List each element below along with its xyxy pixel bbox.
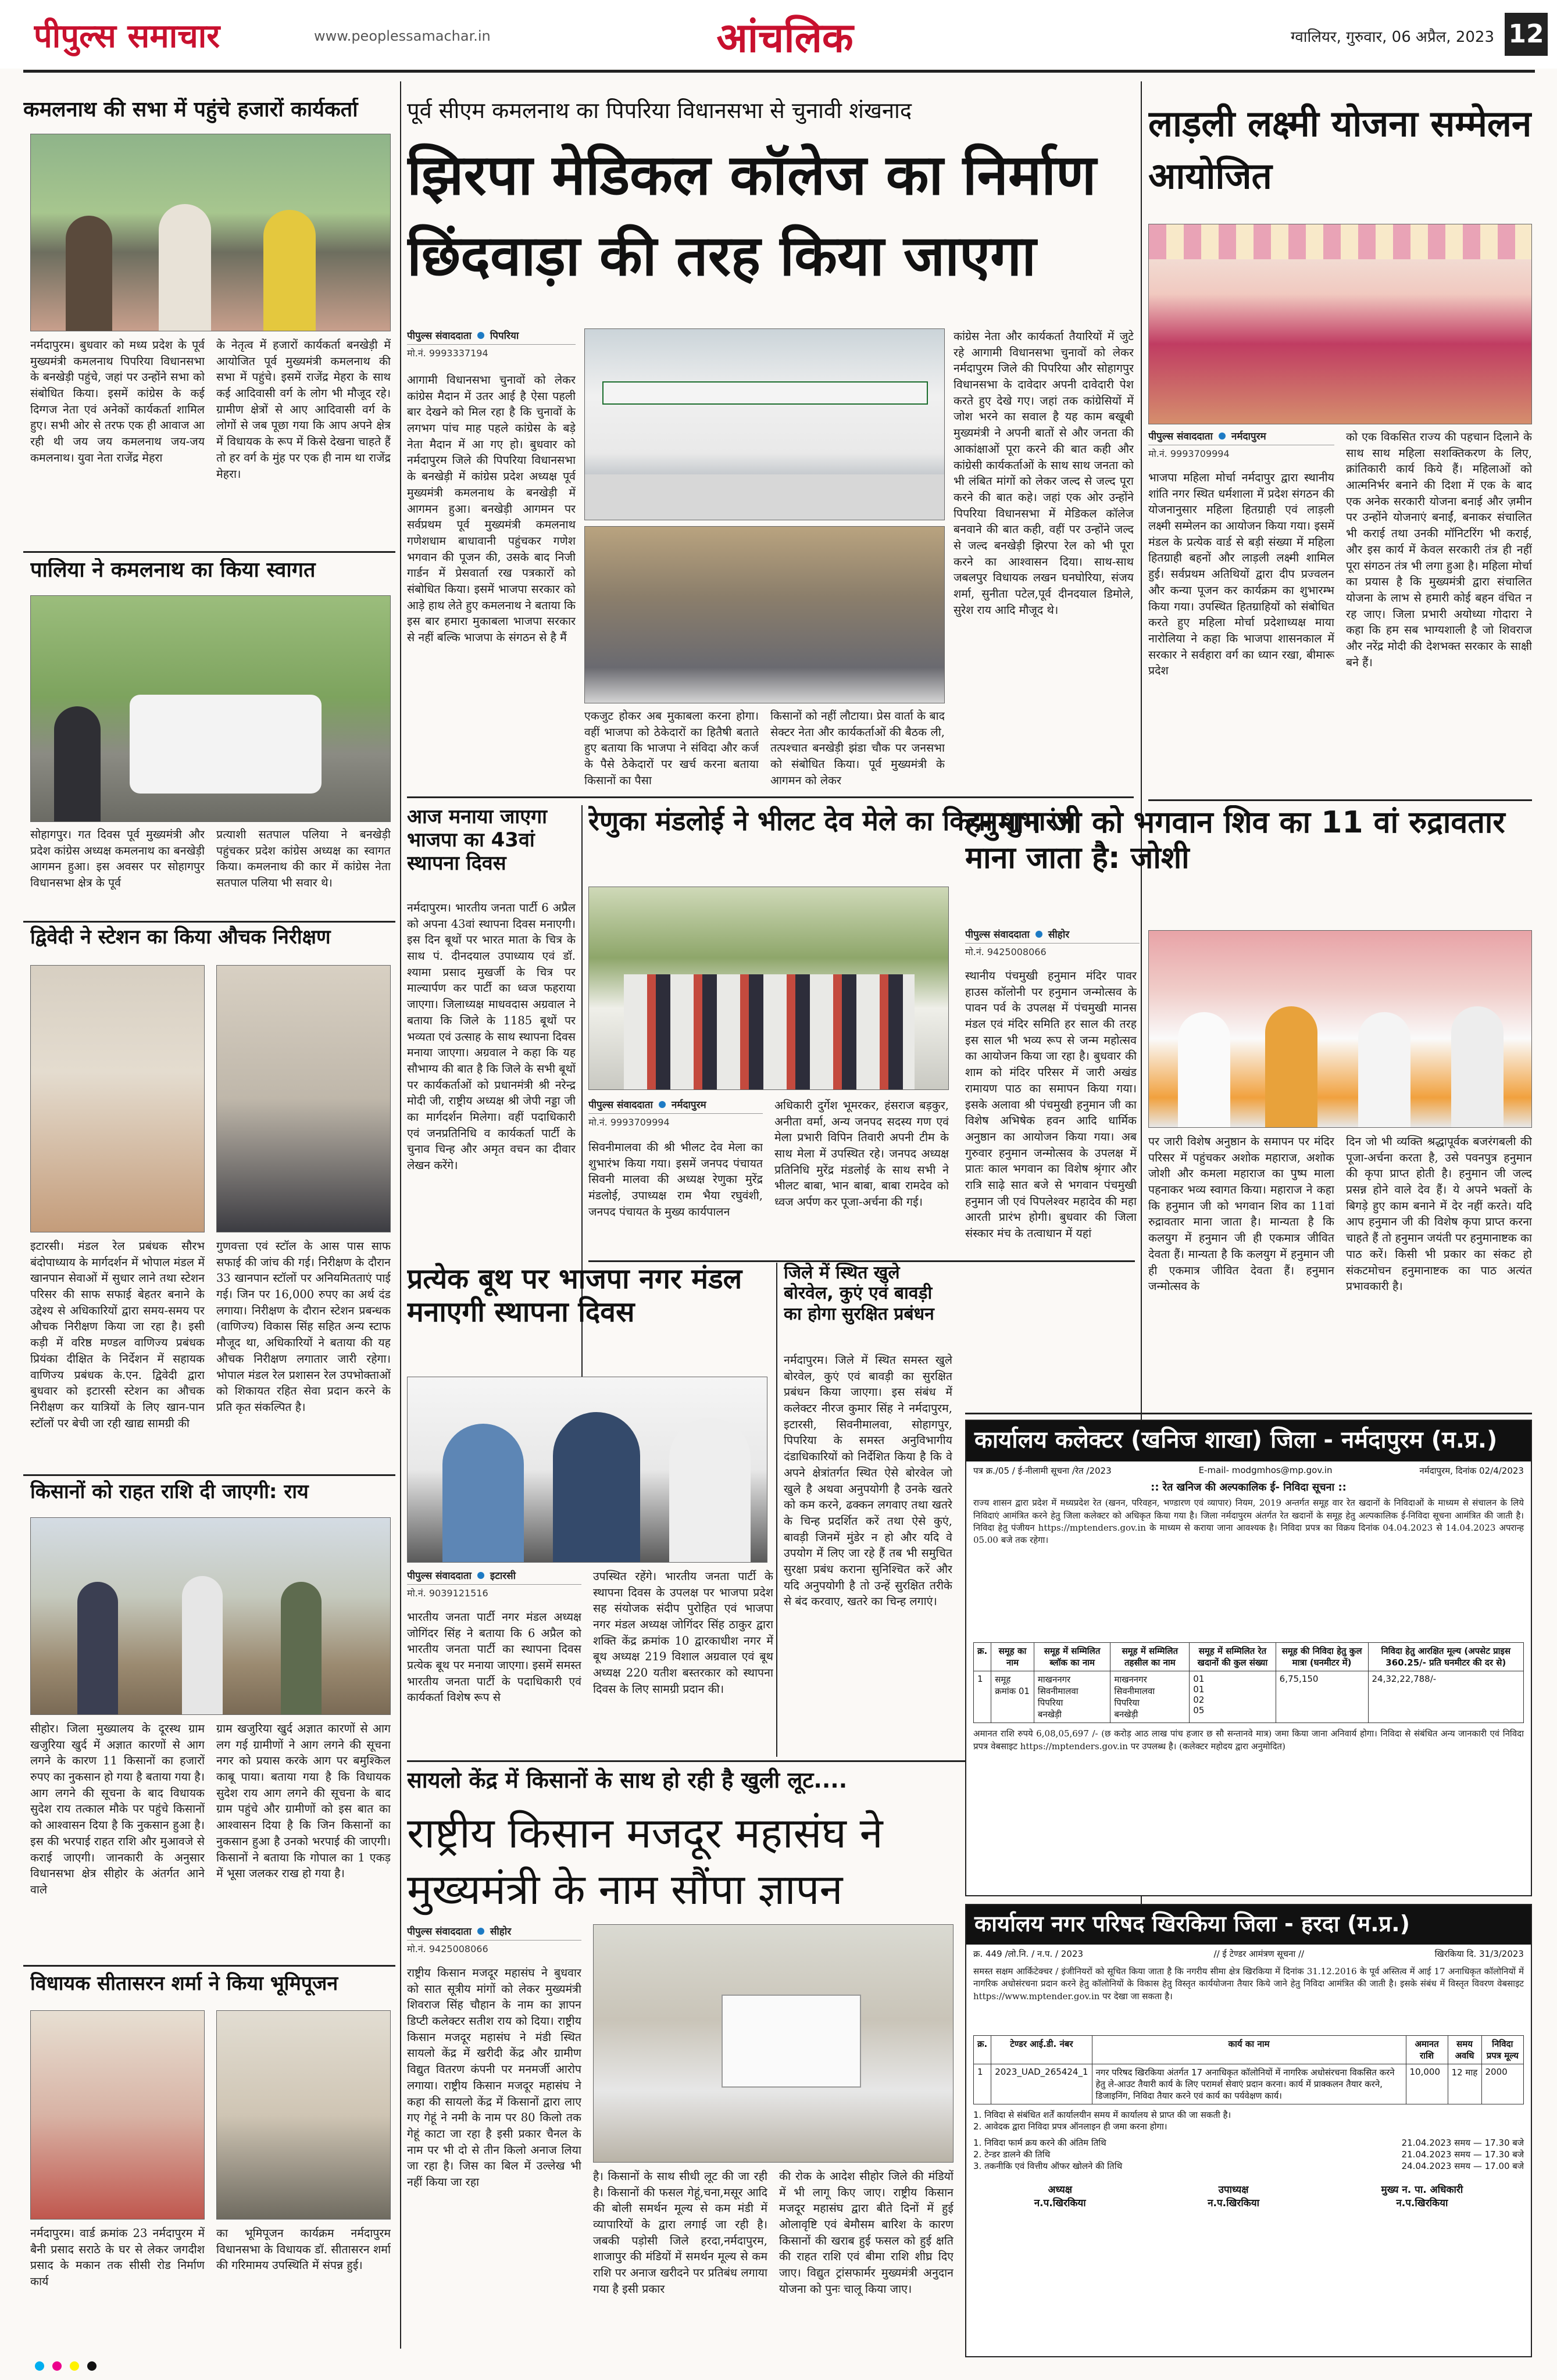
col4: कांग्रेस नेता और कार्यकर्ता तैयारियों में जुटे रहे आगामी विधानसभा चुनावों को लेकर नर्मदापुरम जिले की पिपरिया और सोहागपुर विधानसभा के दावेदार अपनी दावेदारी पेश करते हुए देखे गए। जहां तक कांग्रेसियों में जोश भरने का सवाल है यह काम बखूबी मुख्यमंत्री ने अपनी बातों से और जनता की आकांक्षाओं पूरा करने की बात कही और कांग्रेसी कार्यकर्ताओं के साथ साथ जनता को भी लंबित मांगों को लेकर जल्द से जल्द पूरा करने की बात कहे। जहां एक ओर उन्होंने पिपरिया विधानसभा में मेडिकल कॉलेज बनवाने की बात कही, वहीं पर उन्होंने जल्द से जल्द बनखेड़ी झिरपा रेल को भी पूरा करने का आश्वासन दिया। साथ-साथ जबलपुर विधायक लखन घनघोरिया, संजय शर्मा, सुनीता पटेल,पूर्व दीनदयाल डिमोले, सुरेश राय आदि मौजूद थे।: [954, 330, 1134, 617]
kicker: सायलो केंद्र में किसानों के साथ हो रही है खुली लूट....: [407, 1767, 848, 1793]
byline: पीपुल्स संवाददाता नर्मदापुरम: [588, 1099, 706, 1111]
photo-memorandum: [593, 1924, 954, 2163]
page-number: 12: [1505, 13, 1548, 56]
ref: क्र. 449 /लो.नि. / न.प. / 2023: [973, 1949, 1084, 1959]
mobile: मो.नं. 9993337194: [407, 344, 576, 359]
photo-press: [584, 328, 945, 520]
title: कार्यालय कलेक्टर (खनिज शाखा) जिला - नर्मदापुरम (म.प्र.): [966, 1421, 1531, 1461]
col1: सीहोर। जिला मुख्यालय के दूरस्थ ग्राम खजुरिया खुर्द में अज्ञात कारणों से आग लगने के कारण 11 किसानों का हजारों रुपए का नुकसान हो गया है बताया गया है। आग लगने की सूचना के बाद विधायक सुदेश राय तत्काल मौके पर पहुंचे किसानों को आश्वासन दिया है कि नुकसान हुआ है। इस की भरपाई राहत राशि और मुआवजे से कराई जाएगी। जानकारी के अनुसार विधानसभा क्षेत्र सीहोर के अंतर्गत आने वाले: [30, 1722, 205, 1896]
headline: जिले में स्थित खुले बोरवेल, कुएं एवं बावड़ी का होगा सुरक्षित प्रबंधन: [784, 1263, 934, 1324]
photo-temple: [1148, 930, 1532, 1128]
headline: राष्ट्रीय किसान मजदूर महासंघ ने मुख्यमंत्री के नाम सौंपा ज्ञापन: [407, 1809, 883, 1914]
photo-booth: [407, 1377, 767, 1563]
headline: कमलनाथ की सभा में पहुंचे हजारों कार्यकर्ता: [23, 98, 358, 121]
byline: पीपुल्स संवाददाता इटारसी: [407, 1570, 516, 1582]
bullet-icon: [477, 1928, 484, 1935]
photo-rally: [30, 134, 391, 331]
dateline: ग्वालियर, गुरुवार, 06 अप्रैल, 2023: [1291, 28, 1494, 46]
ref: पत्र क्र./05 / ई-नीलामी सूचना /रेत /2023: [973, 1466, 1112, 1476]
photo-sammelan: [1148, 224, 1532, 424]
col1: नर्मदापुरम। बुधवार को मध्य प्रदेश के पूर्व मुख्यमंत्री कमलनाथ पिपरिया विधानसभा के बनखेड़ी पहुंचे, जहां पर उन्होंने सभा को संबोधित किया। इसमें कांग्रेस के कई दिग्गज नेता एवं अनेकों कार्यकर्ता शामिल हुए। सभी ओर से तरफ एक ही आवाज आ रही थी जय जय कमलनाथ जय-जय कमलनाथ। युवा नेता राजेंद्र मेहरा: [30, 338, 205, 464]
tender-table: क्र. टेण्डर आई.डी. नंबर कार्य का नाम अमानत राशि समय अवधि निविदा प्रपत्र मूल्य 1 2023_UAD_265424_1 नगर परिषद खिरकिया अंतर्गत 17 अनाधिकृत कॉलोनियों में नागरिक अधोसंरचना विकसित करने हेतु ले-आउट तैयारी कार्य के लिए परामर्श सेवाएं प्रदान करना। कार्य में प्राक्कलन तैयार करने, डिजाइनिंग, निविदा तैयार करने एवं कार्य का पर्यवेक्षण कार्य। 10,000 12 माह 2000: [973, 2035, 1524, 2104]
headline: लाड़ली लक्ष्मी योजना सम्मेलन आयोजित: [1148, 102, 1532, 197]
signatory: मुख्य न. पा. अधिकारी न.प.खिरकिया: [1381, 2184, 1463, 2209]
footer: अमानत राशि रुपये 6,08,05,697 /- (छ करोड़ आठ लाख पांच हजार छ सौ सन्तानवे मात्र) जमा किया जाना अनिवार्य होगा। निविदा से संबंधित अन्य जानकारी एवं निविदा प्रपत्र वेबसाइट https://mptenders.gov.in पर उपलब्ध है। (कलेक्टर महोदय द्वारा अनुमोदित): [973, 1728, 1524, 1752]
col2: एकजुट होकर अब मुकाबला करना होगा। वहीं भाजपा को ठेकेदारों का हितैषी बताते हुए बताया कि भाजपा ने संविदा और कर्ज के पैसे ठेकेदारों पर खर्च करना बताया किसानों का पैसा: [584, 709, 759, 787]
byline: पीपुल्स संवाददाता सीहोर: [407, 1926, 512, 1938]
headline: प्रत्येक बूथ पर भाजपा नगर मंडल मनाएगी स्थापना दिवस: [407, 1263, 742, 1328]
headline: झिरपा मेडिकल कॉलेज का निर्माण छिंदवाड़ा की तरह किया जाएगा: [407, 142, 1097, 289]
col1: सिवनीमालवा की श्री भीलट देव मेला का शुभारंभ किया गया। इसमें जनपद पंचायत सिवनी मालवा की अध्यक्ष रेणुका मुरेंद्र मंडलोई, उपाध्यक्ष राम भैया रघुवंशी, जनपद पंचायत के मुख्य कार्यपालन: [588, 1141, 763, 1218]
headline: रेणुका मंडलोई ने भीलट देव मेले का किया शुभारंभ: [588, 805, 1076, 837]
photo-station-1: [30, 965, 205, 1232]
signatory: उपाध्यक्ष न.प.खिरकिया: [1208, 2184, 1260, 2209]
headline: विधायक सीतासरन शर्मा ने किया भूमिपूजन: [30, 1972, 338, 1995]
title: कार्यालय नगर परिषद खिरकिया जिला - हरदा (म.प्र.): [966, 1905, 1531, 1945]
website[interactable]: www.peoplessamachar.in: [314, 28, 491, 44]
col1: आगामी विधानसभा चुनावों को लेकर कांग्रेस मैदान में उतर आई है ऐसा पहली बार देखने को मिल रहा है कि चुनावों के लगभग पांच माह पहले कांग्रेस के बड़े नेता मैदान में आ गए हो। बुधवार को नर्मदापुरम जिले की पिपरिया विधानसभा के बनखेड़ी में कांग्रेस प्रदेश अध्यक्ष पूर्व मुख्यमंत्री कमलनाथ के बनखेड़ी में आगमन हुआ। बनखेड़ी आगमन पर सर्वप्रथम पूर्व मुख्यमंत्री कमलनाथ गणेशधाम बाधावानी पहुंचकर गणेश भगवान की पूजन की, उसके बाद निजी गार्डन में प्रेसवार्ता रख पत्रकारों को संबोधित किया। इसमें भाजपा सरकार को आड़े हाथ लेते हुए कमलनाथ ने बताया कि इस बार हमारा मुकाबला भाजपा सरकार से नहीं बल्कि भाजपा के संगठन से है मैं: [407, 373, 576, 644]
photo-farm: [30, 1517, 391, 1715]
col1: भारतीय जनता पार्टी नगर मंडल अध्यक्ष जोगिंदर सिंह ने बताया कि 6 अप्रैल को भारतीय जनता पार्टी का स्थापना दिवस प्रत्येक बूथ पर मनाया जाएगा। इसमें समस्त भारतीय जनता पार्टी के पदाधिकारी एवं कार्यकर्ता विशेष रूप से: [407, 1610, 581, 1704]
date: खिरकिया दि. 31/3/2023: [1434, 1949, 1524, 1959]
kicker: पूर्व सीएम कमलनाथ का पिपरिया विधानसभा से चुनावी शंखनाद: [407, 98, 912, 123]
col3: की रोक के आदेश सीहोर जिले की मंडियों में भी लागू किए जाए। राष्ट्रीय किसान मजदूर महासंघ द्वारा बीते दिनों में हुई ओलावृष्टि एवं बेमौसम बारिश के कारण किसानों की खराब हुई फसल को हुई क्षति की राहत राशि एवं बीमा राशि शीघ्र दिए जाए। विद्युत ट्रांसफार्मर मुख्यमंत्री अनुदान योजना को पुनः चालू किया जाए।: [779, 2170, 954, 2296]
body: समस्त सक्षम आर्किटेक्चर / इंजीनियरों को सूचित किया जाता है कि नगरीय सीमा क्षेत्र खिरकिया में दिनांक 31.12.2016 के पूर्व अस्तित्व में आई 17 अनाधिकृत कॉलोनियों में नागरिक अधोसंरचना प्रदान करने हेतु कॉलोनियों के विकास हेतु विस्तृत कार्ययोजना तैयार किये जाने हेतु निविदा आमंत्रित की जाती है। इसके संबंध में विस्तृत विवरण वेबसाइट https://www.mptender.gov.in पर देखा जा सकता है।: [973, 1966, 1524, 2002]
notice: // ई टेण्डर आमंत्रण सूचना //: [1213, 1949, 1305, 1959]
note: 2. आवेदक द्वारा निविदा प्रपत्र ऑनलाइन ही जमा करना होगा।: [973, 2121, 1167, 2132]
photo-convoy: [30, 595, 391, 822]
registration-marks: [35, 2361, 1523, 2373]
mobile: मो.नं. 9425008066: [407, 1940, 581, 1955]
photo-station-2: [216, 965, 391, 1232]
tender-collector-notice: [965, 1420, 1532, 1896]
byline: पीपुल्स संवाददाता पिपरिया: [407, 330, 519, 342]
photo-mela: [588, 887, 949, 1090]
col2: प्रत्याशी सतपाल पलिया ने बनखेड़ी पहुंचकर प्रदेश कांग्रेस अध्यक्ष का स्वागत किया। कमलनाथ की कार में कांग्रेस नेता सतपाल पलिया भी सवार थे।: [216, 828, 391, 890]
masthead: [0, 0, 1557, 69]
col2: का भूमिपूजन कार्यक्रम नर्मदापुरम विधानसभा के विधायक डॉ. सीतासरन शर्मा की गरिमामय उपस्थिति में संपन्न हुई।: [216, 2227, 391, 2272]
col1: सोहागपुर। गत दिवस पूर्व मुख्यमंत्री और प्रदेश कांग्रेस अध्यक्ष कमलनाथ का बनखेड़ी आगमन हुआ। इस अवसर पर सोहागपुर विधानसभा क्षेत्र के पूर्व: [30, 828, 205, 890]
headline: किसानों को राहत राशि दी जाएगी: राय: [30, 1480, 309, 1503]
col2: उपस्थित रहेंगे। भारतीय जनता पार्टी के स्थापना दिवस के उपलक्ष पर भाजपा प्रदेश सह संयोजक संदीप पुरोहित एवं भाजपा नगर मंडल अध्यक्ष जोगिंदर सिंह ठाकुर द्वारा शक्ति केंद्र क्रमांक 10 द्वारकाधीश नगर में बूथ अध्यक्ष 219 विशाल अग्रवाल एवं बूथ अध्यक्ष 220 यतीश बस्तरकार को स्थापना दिवस के लिए सामग्री प्रदान की।: [593, 1570, 773, 1696]
headline: हनुमान जी को भगवान शिव का 11 वां रुद्रावतार माना जाता है: जोशी: [965, 805, 1505, 876]
byline: पीपुल्स संवाददाता सीहोर: [965, 929, 1070, 941]
photo-bhoomipujan-1: [30, 2010, 205, 2220]
mobile: मो.नं. 9425008066: [965, 943, 1140, 958]
section-title: आंचलिक: [716, 14, 854, 60]
col2: है। किसानों के साथ सीधी लूट की जा रही है। किसानों की फसल गेहूं,चना,मसूर आदि की बोली समर्थन मूल्य से कम मंडी में व्यापारियों के द्वारा लगाई जा रही है। जबकी पड़ोसी जिले हरदा,नर्मदापुरम, शाजापुर की मंडियों में समर्थन मूल्य से कम राशि पर अनाज खरीदने पर प्रतिबंध लगाया गया है इसी प्रकार: [593, 2170, 767, 2296]
col2: ग्राम खजुरिया खुर्द अज्ञात कारणों से आग लग गई ग्रामीणों ने आग लगने की सूचना नगर को प्रयास करके आग पर बमुश्किल काबू पाया। बताया गया है कि विधायक सुदेश राय आग लगने की सूचना के बाद ग्राम पहुंचे और ग्रामीणों को इस बात का आश्वासन दिया है कि जिन किसानों का नुकसान हुआ है उनको भरपाई की जाएगी। किसानों ने बताया कि गोपाल का 1 एकड़ में भूसा जलकर राख हो गया है।: [216, 1722, 391, 1881]
bullet-icon: [659, 1101, 666, 1108]
notice: :: रेत खनिज की अल्पकालिक ई- निविदा सूचना ::: [1151, 1481, 1347, 1493]
brand-logo: पीपुल्स समाचार: [34, 17, 220, 55]
mobile: मो.नं. 9993709994: [1148, 445, 1334, 460]
col3: दिन जो भी व्यक्ति श्रद्धापूर्वक बजरंगबली की पूजा-अर्चना करता है, उसे पवनपुत्र हनुमान की कृपा प्राप्त होती है। हनुमान जी जल्द प्रसन्न होने वाले देव हैं। ये अपने भक्तों के बिगड़े हुए काम बनाने में देर नहीं करते। यदि आप हनुमान जी की विशेष कृपा प्राप्त करना चाहते हैं तो हनुमान जयंती पर हनुमानाष्टक का पाठ करें। किसी भी प्रकार का संकट हो संकटमोचन हनुमानाष्टक का पाठ अत्यंत प्रभावकारी है।: [1346, 1135, 1532, 1293]
headline: द्विवेदी ने स्टेशन का किया औचक निरीक्षण: [30, 925, 331, 949]
signatory: अध्यक्ष न.प.खिरकिया: [1034, 2184, 1086, 2209]
tender-khirkiya-notice: कार्यालय नगर परिषद खिरकिया जिला - हरदा (म.प्र.) क्र. 449 /लो.नि. / न.प. / 2023 // ई टेण्डर आमंत्रण सूचना // खिरकिया दि. 31/3/2023 समस्त सक्षम आर्किटेक्चर / इंजीनियरों को सूचित किया जाता है कि नगरीय सीमा क्षेत्र खिरकिया में दिनांक 31.12.2016 के पूर्व अस्तित्व में आई 17 अनाधिकृत कॉलोनियों में नागरिक अधोसंरचना प्रदान करने हेतु कॉलोनियों के विकास हेतु विस्तृत कार्ययोजना तैयार किये जाने हेतु निविदा आमंत्रित की जाती है। इसके संबंध में विस्तृत विवरण वेबसाइट https://www.mptender.gov.in पर देखा जा सकता है। क्र. टेण्डर आई.डी. नंबर कार्य का नाम अमानत राशि समय अवधि निविदा प्रपत्र मूल्य 1 2023_UAD_265424_1 नगर परिषद खिरकिया अंतर्गत 17 अनाधिकृत कॉलोनियों में नागरिक अधोसंरचना विकसित करने हेतु ले-आउट तैयारी कार्य के लिए परामर्श सेवाएं प्रदान करना। कार्य में प्राक्कलन तैयार करने, डिजाइनिंग, निविदा तैयार करने एवं कार्य का पर्यवेक्षण कार्य। 10,000 12 माह 2000 1. निविदा से संबंधित शर्तें कार्यालयीन समय में कार्यालय से प्राप्त की जा सकती है। 2. आवेदक द्वारा निविदा प्रपत्र ऑनलाइन ही जमा करना होगा। 1. निविदा फार्म क्रय करने की अंतिम तिथि 21.04.2023 समय — 17.30 बजे 2. टेन्डर डालने की तिथि 21.04.2023 समय — 17.30 बजे 3. तकनीकि एवं वित्तीय ऑफर खोलने की तिथि 24.04.2023 समय — 17.00 बजे अध्यक्ष न.प.खिरकिया उपाध्यक्ष न.प.खिरकिया मुख्य न. पा. अधिकारी न.प.खिरकिया: [965, 1904, 1532, 2357]
tender-table: क्र. समूह का नाम समूह में सम्मिलित ब्लॉक का नाम समूह में सम्मिलित तहसील का नाम समूह में सम्मिलित रेत खदानों की कुल संख्या समूह की निविदा हेतु कुल मात्रा (घनमीटर में) निविदा हेतु आरक्षित मूल्य (अपसेट प्राइस 360.25/- प्रति घनमीटर की दर से) 1 समूह क्रमांक 01 माखननगर सिवनीमालवा पिपरिया बनखेड़ी माखननगर सिवनीमालवा पिपरिया बनखेड़ी 01 01 02 05 6,75,150 24,32,22,788/-: [973, 1642, 1524, 1723]
bullet-icon: [477, 1572, 484, 1579]
bullet-icon: [477, 332, 484, 339]
date: नर्मदापुरम, दिनांक 02/4/2023: [1419, 1466, 1524, 1476]
mobile: मो.नं. 9993709994: [588, 1113, 763, 1128]
col2: के नेतृत्व में हजारों कार्यकर्ता बनखेड़ी में आयोजित पूर्व मुख्यमंत्री कमलनाथ की सभा में पहुंचे। इसमें राजेंद्र मेहरा के साथ कई आदिवासी वर्ग के लोग भी मौजूद रहे। ग्रामीण क्षेत्रों से आए आदिवासी वर्ग के लोगों से जब पूछा गया कि आप अपने क्षेत्र में विधायक के रूप में किसे देखना चाहते हैं तो हर वर्ग के मुंह पर एक ही नाम था राजेंद्र मेहरा।: [216, 338, 391, 481]
headline: पालिया ने कमलनाथ का किया स्वागत: [30, 558, 316, 582]
col2: को एक विकसित राज्य की पहचान दिलाने के साथ साथ महिला सशक्तिकरण के लिए, क्रांतिकारी कार्य किये हैं। महिलाओं को आत्मनिर्भर बनाने की दिशा में एक के बाद एक अनेक सरकारी योजना बनाई और ज़मीन पर उन्होंने योजनाएं बनाईं, बनाकर संचालित भी कराई तथा उनकी मॉनिटरिंग भी कराई, और इस कार्य में केवल सरकारी तंत्र ही नहीं पूरा संगठन तंत्र भी लगा हुआ है। महिला मोर्चा का प्रयास है कि मुख्यमंत्री द्वारा संचालित योजना के लाभ से हमारी कोई बहन वंचित न रह जाए। जिला प्रभारी अयोध्या गोदारा ने कहा कि हम सब भाग्यशाली है जो शिवराज और नरेंद्र मोदी की देशभक्त सरकार के साक्षी बने हैं।: [1346, 430, 1532, 669]
bullet-icon: [1219, 433, 1226, 439]
bullet-icon: [1035, 931, 1042, 938]
text: नर्मदापुरम। जिले में स्थित समस्त खुले बोरवेल, कुएं एवं बावड़ी का सुरक्षित प्रबंधन किया जाएगा। इस संबंध में कलेक्टर नीरज कुमार सिंह ने नर्मदापुरम, इटारसी, सिवनीमालवा, सोहागपुर, पिपरिया के समस्त अनुविभागीय दंडाधिकारियों को निर्देशित किया है कि वे अपने क्षेत्रांतर्गत स्थित ऐसे बोरवेल जो खुले है अथवा अनुपयोगी है उनके खतरे को कम करने, ढक्कन लगवाए तथा खतरे के चिन्ह प्रदर्शित करें तथा ऐसे कुएं, बावड़ी जिनमें मुंडेर न हो और यदि वे उपयोग में लिए जा रहे हैं तब भी समुचित सुरक्षा प्रबंध कराना सुनिश्चित करें और यदि अनुपयोगी है तो उन्हें सुरक्षित तरीके से बंद करवाए, खतरे का चिन्ह लगाएं।: [784, 1353, 952, 1609]
col1: इटारसी। मंडल रेल प्रबंधक सौरभ बंदोपाध्याय के मार्गदर्शन में भोपाल मंडल में खानपान सेवाओं में सुधार लाने तथा स्टेशन परिसर की साफ सफाई बेहतर बनाने के उद्देश्य से अधिकारियों द्वारा समय-समय पर औचक निरीक्षण किया जा रहा है। इसी कड़ी में वरिष्ठ मण्डल वाणिज्य प्रबंधक प्रियंका दीक्षित के निर्देशन में सहायक वाणिज्य प्रबंधक के.एन. द्विवेदी द्वारा बुधवार को इटारसी स्टेशन का औचक निरीक्षण कर यात्रियों के लिए खान-पान स्टॉलों पर बेची जा रही खाद्य सामग्री की: [30, 1239, 205, 1430]
table-row: 1 2023_UAD_265424_1 नगर परिषद खिरकिया अंतर्गत 17 अनाधिकृत कॉलोनियों में नागरिक अधोसंरचना विकसित करने हेतु ले-आउट तैयारी कार्य के लिए परामर्श सेवाएं प्रदान करना। कार्य में प्राक्कलन तैयार करने, डिजाइनिंग, निविदा तैयार करने एवं कार्य का पर्यवेक्षण कार्य। 10,000 12 माह 2000: [974, 2064, 1524, 2104]
col1: नर्मदापुरम। वार्ड क्रमांक 23 नर्मदापुरम में बैनी प्रसाद सराठे के घर से लेकर जगदीश प्रसाद के मकान तक सीसी रोड निर्माण कार्य: [30, 2227, 205, 2289]
col2: गुणवत्ता एवं स्टॉल के आस पास साफ सफाई की जांच की गई। निरीक्षण के दौरान 33 खानपान स्टॉलों पर अनियमितताएं पाई गई। जिन पर 16,000 रुपए का अर्थ दंड लगाया। निरीक्षण के दौरान स्टेशन प्रबन्धक (वाणिज्य) विकास सिंह सहित अन्य स्टाफ मौजूद था, अधिकारियों ने बताया की यह औचक निरीक्षण लगातार जारी रहेगा। भोपाल मंडल रेल प्रशासन रेल उपभोक्ताओं को शिकायत रहित सेवा प्रदान करने के प्रति कृत संकल्पित है।: [216, 1239, 391, 1414]
col2: पर जारी विशेष अनुष्ठान के समापन पर मंदिर परिसर में पहुंचकर अशोक महाराज, अशोक जोशी और कमला महाराज का पुष्प माला पहनाकर भव्य स्वागत किया। महाराज ने कहा कि हनुमान जी को भगवान शिव का 11वां रुद्रावतार माना जाता है। मान्यता है कि कलयुग में हनुमान जी ही एकमात्र जीवित देवता हैं। मान्यता है कि कलयुग में हनुमान जी ही एकमात्र जीवित देवता हैं। हनुमान जन्मोत्सव के: [1148, 1135, 1334, 1293]
photo-bhoomipujan-2: [216, 2010, 391, 2220]
col1: स्थानीय पंचमुखी हनुमान मंदिर पावर हाउस कॉलोनी पर हनुमान जन्मोत्सव के पावन पर्व के उपलक्ष में पंचमुखी मानस मंडल एवं मंदिर समिति हर साल की तरह इस साल भी भव्य रूप से जन्म महोत्सव का आयोजन किया जा रहा है। बुधवार की शाम को मंदिर परिसर में जारी अखंड रामायण पाठ का समापन किया गया। इसके अलावा श्री पंचमुखी हनुमान जी का विशेष अभिषेक हवन आदि धार्मिक अनुष्ठान का आयोजन किया गया। अब गुरुवार हनुमान जन्मोत्सव के उपलक्ष में प्रातः काल भगवान का विशेष श्रृंगार और रात्रि साढ़े सात बजे से भगवान पंचमुखी हनुमान जी एवं पिपलेश्वर महादेव की महा आरती प्रारंभ होगी। बुधवार की जिला संस्कार मंच के तत्वाधान में यहां: [965, 969, 1137, 1240]
col1: राष्ट्रीय किसान मजदूर महासंघ ने बुधवार को सात सूत्रीय मांगों को लेकर मुख्यमंत्री शिवराज सिंह चौहान के नाम का ज्ञापन डिप्टी कलेक्टर सतीश राय को दिया। राष्ट्रीय किसान मजदूर महासंघ ने मंडी स्थित सायलो केंद्र में खरीदी केंद्र और ग्रामीण विद्युत वितरण कंपनी पर मनमर्जी आरोप लगाया। राष्ट्रीय किसान मजदूर महासंघ ने कहा की सायलो केंद्र में किसानों द्वारा लाए गए गेहूं ने नमी के नाम पर 80 किलो तक गेहूं काटा जा रहा है इसी प्रकार चैनल के नाम पर भी दो से तीन किलो अनाज लिया जा रहा है। जिस का बिल में उल्लेख भी नहीं किया जा रहा: [407, 1966, 581, 2189]
photo-crowd: [584, 526, 945, 703]
col1: भाजपा महिला मोर्चा नर्मदापुर द्वारा स्थानीय शांति नगर स्थित धर्मशाला में प्रदेश संगठन की योजनानुसार महिला हितग्राही एवं लाड़ली लक्ष्मी सम्मेलन का आयोजन किया गया। इसमें मंडल के प्रत्येक वार्ड से बड़ी संख्या में महिला हितग्राही बहनों और लाड़ली लक्ष्मी शामिल हुई। सर्वप्रथम अतिथियों द्वारा दीप प्रज्वलन और कन्या पूजन कर कार्यक्रम का शुभारम्भ किया गया। उपस्थित हितग्राहियों को संबोधित करते हुए महिला मोर्चा प्रदेशाध्यक्ष माया नारोलिया ने कहा कि भाजपा शासनकाल में सरकार ने सर्वहारा वर्ग का ध्यान रखा, बीमारू प्रदेश: [1148, 471, 1334, 678]
col2: अधिकारी दुर्गेश भूमरकर, हंसराज बड़कुर, अनीता वर्मा, अन्य जनपद सदस्य गण एवं मेला प्रभारी विपिन तिवारी अपनी टीम के साथ मेला में उपस्थित रहे। जनपद अध्यक्ष प्रतिनिधि मुरेंद्र मंडलोई के साथ सभी ने भीलट बाबा, भान बाबा, बाबा रामदेव को ध्वज अर्पण कर पूजा-अर्चना की गई।: [774, 1099, 949, 1209]
body: राज्य शासन द्वारा प्रदेश में मध्यप्रदेश रेत (खनन, परिवहन, भण्डारण एवं व्यापार) नियम, 2019 अन्तर्गत समूह वार रेत खदानों के निविदाओं के माध्यम से संचालन के लिये निविदाएं आमंत्रित करने हेतु जिला कलेक्टर को अधिकृत किया गया है। जिला नर्मदापुरम अंतर्गत रेत खदानों के समूह हेतु अल्पकालिक ई-निविदा सूचना आमंत्रित की जाती है। निविदा हेतु पंजीयन https://mptenders.gov.in के माध्यम से कराया जाना आवश्यक है। निविदा प्रपत्र का विक्रय दिनांक 04.04.2023 से 14.04.2023 अपरान्ह 05.00 बजे तक रहेगा।: [973, 1498, 1524, 1546]
email[interactable]: E-mail- modgmhos@mp.gov.in: [1198, 1465, 1333, 1475]
col3: किसानों को नहीं लौटाया। प्रेस वार्ता के बाद सेक्टर नेता और कार्यकर्ताओं की बैठक ली, तत्पश्चात बनखेड़ी झंडा चौक पर जनसभा को संबोधित किया। पूर्व मुख्यमंत्री के आगमन को लेकर: [770, 709, 945, 787]
byline: पीपुल्स संवाददाता नर्मदापुरम: [1148, 431, 1266, 442]
mobile: मो.नं. 9039121516: [407, 1584, 581, 1599]
table-row: 1 समूह क्रमांक 01 माखननगर सिवनीमालवा पिपरिया बनखेड़ी माखननगर सिवनीमालवा पिपरिया बनखेड़ी 01 01 02 05 6,75,150 24,32,22,788/-: [974, 1671, 1524, 1723]
text: नर्मदापुरम। भारतीय जनता पार्टी 6 अप्रैल को अपना 43वां स्थापना दिवस मनाएगी। इस दिन बूथों पर भारत माता के चित्र के साथ पं. दीनदयाल उपाध्याय एवं डॉ. श्यामा प्रसाद मुखर्जी के चित्र पर माल्यार्पण कर पार्टी का ध्वज फहराया जाएगा। जिलाध्यक्ष माधवदास अग्रवाल ने बताया कि जिले के 1185 बूथों पर भव्यता एवं उत्साह के साथ स्थापना दिवस मनाया जाएगा। अग्रवाल ने कहा कि यह सौभाग्य की बात है कि जिले के सभी बूथों पर कार्यकर्ताओं को प्रधानमंत्री श्री नरेन्द्र मोदी जी, राष्ट्रीय अध्यक्ष श्री जेपी नड्डा जी का मार्गदर्शन मिलेगा। वहीं पदाधिकारी एवं जनप्रतिनिधि व कार्यकर्ता पार्टी के चुनाव चिन्ह और अमृत वचन का दीवार लेखन करेंगे।: [407, 901, 576, 1172]
note: 1. निविदा से संबंधित शर्तें कार्यालयीन समय में कार्यालय से प्राप्त की जा सकती है।: [973, 2110, 1231, 2120]
headline: आज मनाया जाएगा भाजपा का 43वां स्थापना दिवस: [407, 805, 547, 875]
